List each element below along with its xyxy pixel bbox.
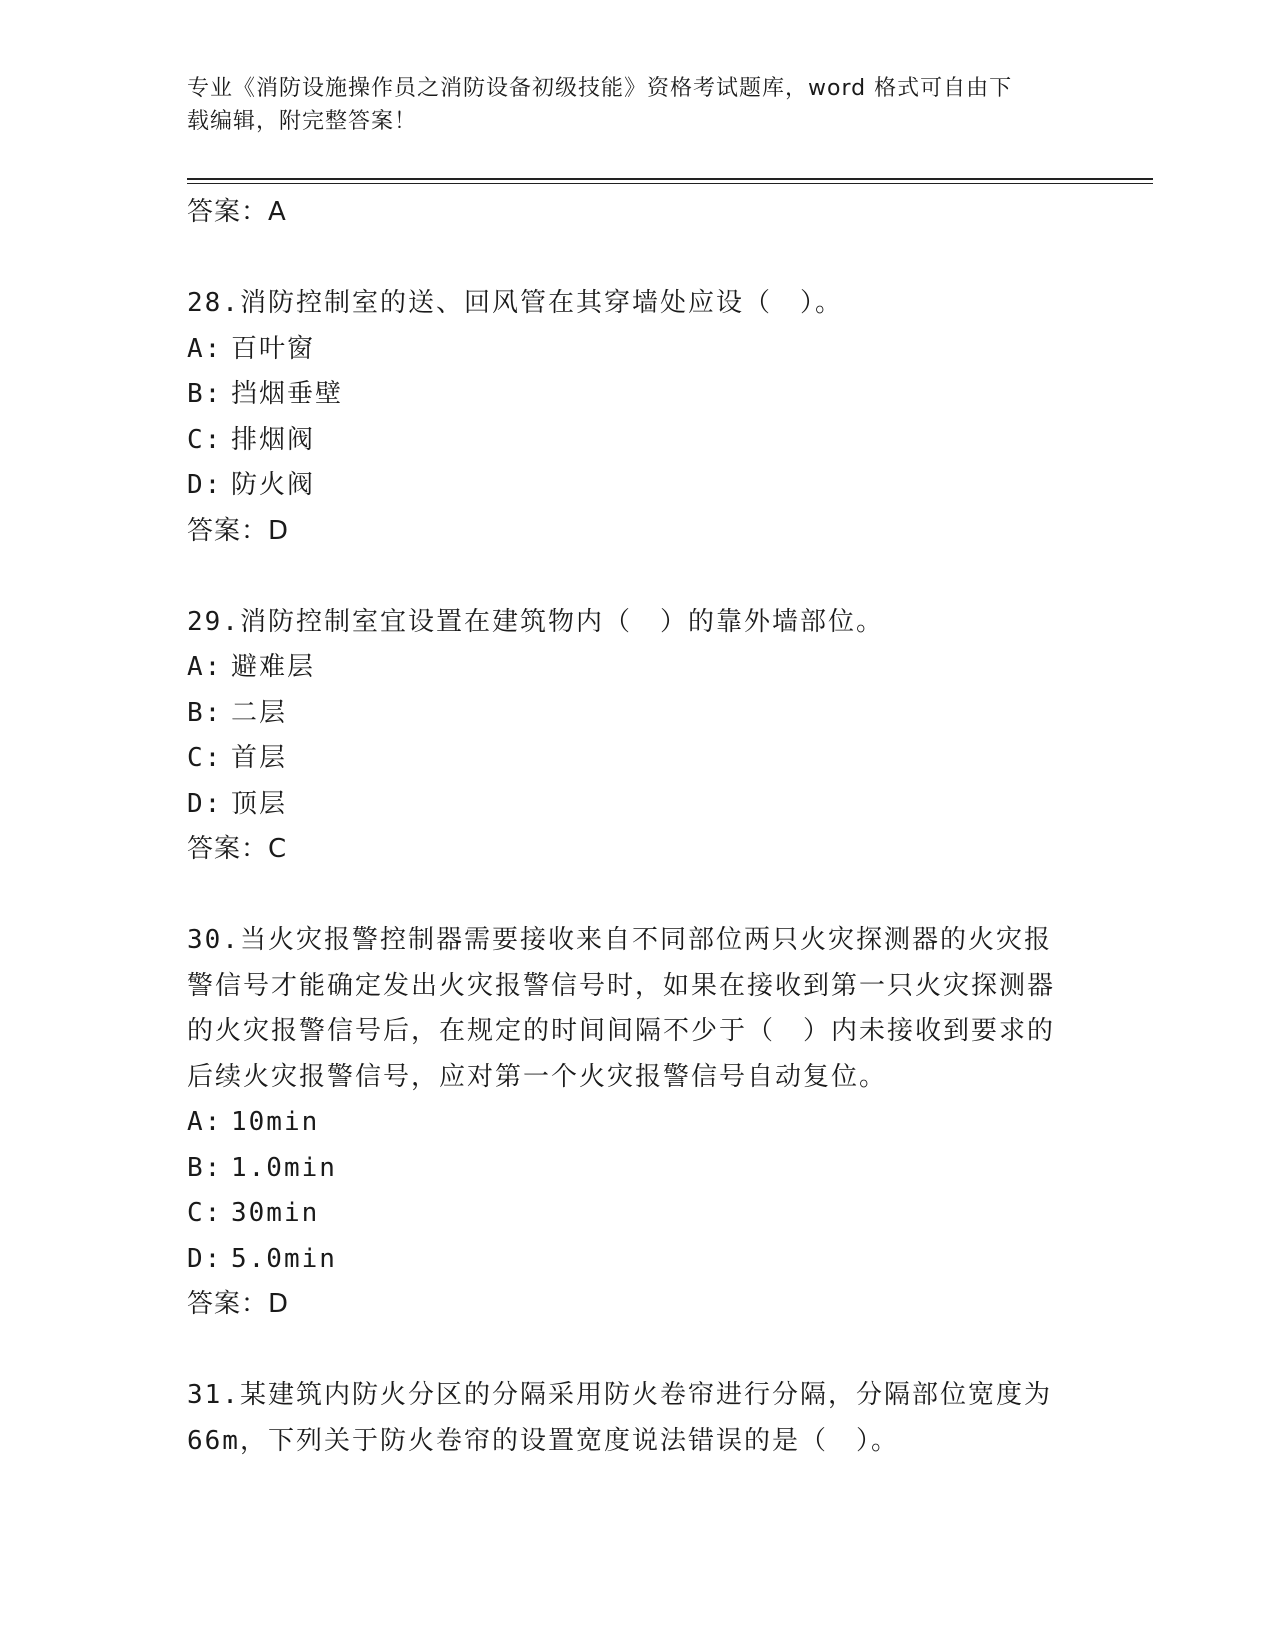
option-letter: A: (187, 333, 223, 364)
question-text: 29.消防控制室宜设置在建筑物内（ ）的靠外墙部位。 (187, 606, 884, 637)
option-letter: C: (187, 424, 223, 455)
header-line-1: 专业《消防设施操作员之消防设备初级技能》资格考试题库，word 格式可自由下 (187, 76, 1013, 101)
option-d (187, 782, 1087, 828)
option-letter: C: (187, 1198, 223, 1228)
option-a (187, 1100, 1087, 1146)
option-b (187, 691, 1087, 737)
question-31 (187, 1373, 1087, 1464)
option-text: 30min (231, 1198, 320, 1228)
option-text: 10min (231, 1107, 320, 1137)
option-text: 挡烟垂壁 (231, 379, 344, 409)
option-letter: B: (187, 379, 223, 409)
option-text: 1.0min (231, 1152, 337, 1183)
header-line-2: 载编辑，附完整答案！ (187, 109, 418, 134)
option-letter: B: (187, 697, 223, 728)
option-text: 防火阀 (231, 470, 316, 500)
option-letter: D: (187, 788, 223, 819)
question-text: 30.当火灾报警控制器需要接收来自不同部位两只火灾探测器的火灾报警信号才能确定发出火灾报警信号时，如果在接收到第一只火灾探测器的火灾报警信号后，在规定的时间间隔不少于（ ）内未接收到要求的后续火灾报警信号，应对第一个火灾报警信号自动复位。 (187, 925, 1056, 1092)
option-letter: D: (187, 1243, 223, 1274)
option-c (187, 418, 1087, 464)
option-letter: C: (187, 743, 223, 773)
option-text: 排烟阀 (231, 424, 316, 455)
header-divider (187, 178, 1153, 180)
option-c (187, 1191, 1087, 1237)
option-letter: B: (187, 1152, 223, 1183)
option-text: 百叶窗 (231, 333, 316, 364)
question-text: 31.某建筑内防火分区的分隔采用防火卷帘进行分隔，分隔部位宽度为66m，下列关于防火卷帘的设置宽度说法错误的是（ ）。 (187, 1380, 1052, 1456)
option-d (187, 463, 1087, 509)
option-text: 顶层 (231, 788, 288, 819)
answer-line: 答案：A (187, 197, 287, 227)
answer-line: 答案：D (187, 515, 290, 546)
option-b (187, 372, 1087, 418)
header-divider-thin (187, 183, 1153, 184)
option-letter: D: (187, 470, 223, 500)
document-header (187, 72, 1067, 138)
answer-line: 答案：D (187, 1289, 290, 1319)
option-text: 首层 (231, 743, 288, 773)
question-text: 28.消防控制室的送、回风管在其穿墙处应设（ ）。 (187, 288, 843, 318)
option-a (187, 645, 1087, 691)
option-d (187, 1237, 1087, 1283)
option-text: 5.0min (231, 1243, 337, 1274)
answer-line: 答案：C (187, 834, 288, 864)
option-letter: A: (187, 652, 223, 682)
question-28 (187, 281, 1087, 554)
option-letter: A: (187, 1107, 223, 1137)
question-29 (187, 600, 1087, 873)
option-text: 二层 (231, 697, 288, 728)
option-a (187, 327, 1087, 373)
question-30 (187, 918, 1087, 1327)
question-list (187, 190, 1087, 1464)
option-text: 避难层 (231, 652, 316, 682)
option-b (187, 1146, 1087, 1192)
option-c (187, 736, 1087, 782)
